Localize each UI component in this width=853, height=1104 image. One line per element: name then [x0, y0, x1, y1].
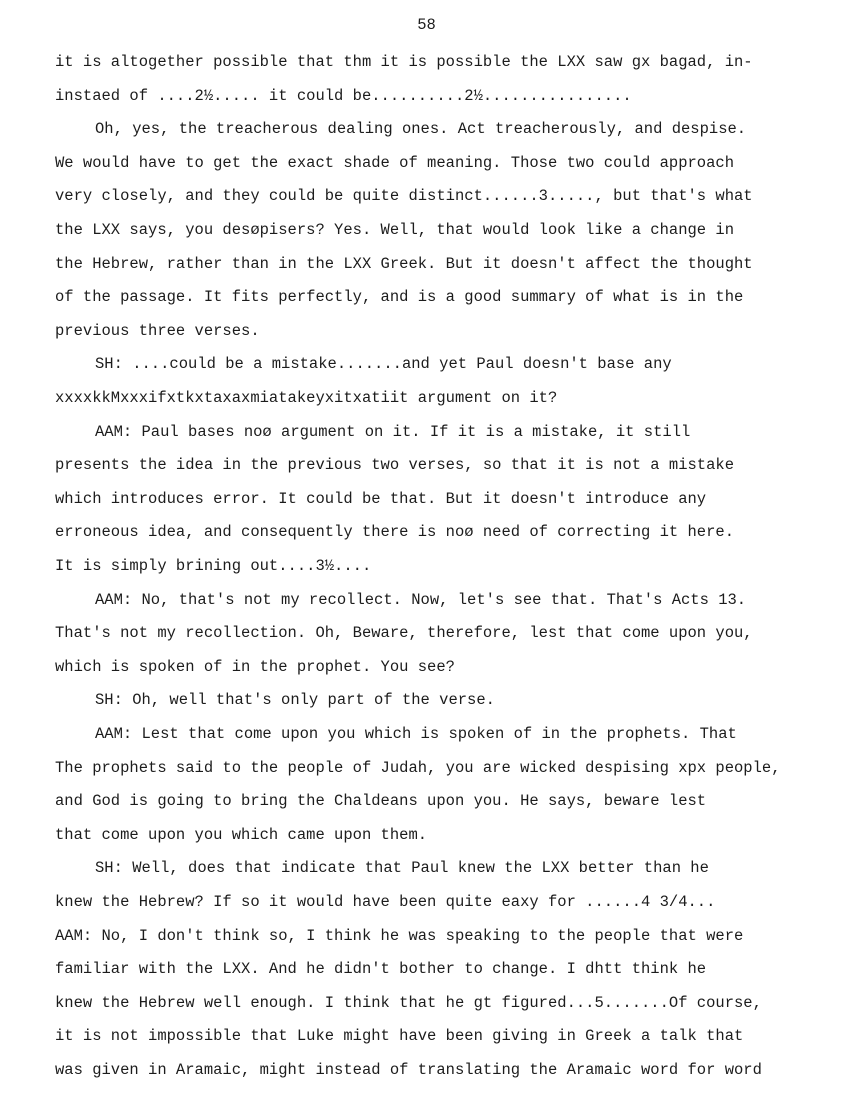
- text-line: It is simply brining out....3½....: [55, 557, 372, 575]
- text-line: previous three verses.: [55, 321, 260, 340]
- text-line: Oh, yes, the treacherous dealing ones. Act treacherously, and despise.: [95, 120, 747, 139]
- text-line: xxxxkkMxxxifxtkxtaxaxmiatakeyxitxatiit argument on it?: [55, 389, 558, 407]
- text-line: very closely, and they could be quite distinct......3....., but that's what: [55, 187, 753, 206]
- text-line: erroneous idea, and consequently there is noø need of correcting it here.: [55, 523, 735, 542]
- text-line: that come upon you which came upon them.: [55, 825, 428, 844]
- text-line: it is altogether possible that thm it is possible the LXX saw gx bagad, in-: [55, 53, 753, 71]
- text-line: AAM: Paul bases noø argument on it. If it is a mistake, it still: [95, 422, 691, 441]
- text-line: SH: ....could be a mistake.......and yet Paul doesn't base any: [95, 355, 672, 374]
- text-line: the Hebrew, rather than in the LXX Greek. But it doesn't affect the thought: [55, 254, 753, 273]
- text-line: which is spoken of in the prophet. You see?: [55, 657, 455, 676]
- text-line: We would have to get the exact shade of meaning. Those two could approach: [55, 153, 735, 172]
- text-line: knew the Hebrew well enough. I think that he gt figured...5.......Of course,: [55, 993, 762, 1012]
- text-line: the LXX says, you desøpisers? Yes. Well, that would look like a change in: [55, 221, 735, 239]
- text-line: The prophets said to the people of Judah, you are wicked despising xpx people,: [55, 758, 781, 777]
- text-line: That's not my recollection. Oh, Beware, therefore, lest that come upon you,: [55, 624, 753, 643]
- text-line: presents the idea in the previous two verses, so that it is not a mistake: [55, 456, 735, 475]
- text-line: knew the Hebrew? If so it would have been quite eaxy for ......4 3/4...: [55, 893, 716, 911]
- text-line: which introduces error. It could be that. But it doesn't introduce any: [55, 489, 707, 508]
- text-line: instaed of ....2½..... it could be..........2½................: [55, 86, 632, 105]
- text-line: AAM: No, I don't think so, I think he was speaking to the people that were: [55, 926, 744, 945]
- text-line: SH: Oh, well that's only part of the verse.: [95, 691, 495, 710]
- text-line: SH: Well, does that indicate that Paul knew the LXX better than he: [95, 859, 709, 878]
- text-line: AAM: No, that's not my recollect. Now, let's see that. That's Acts 13.: [95, 590, 747, 609]
- text-line: AAM: Lest that come upon you which is spoken of in the prophets. That: [95, 725, 737, 743]
- text-line: familiar with the LXX. And he didn't bother to change. I dhtt think he: [55, 960, 707, 979]
- text-line: was given in Aramaic, might instead of translating the Aramaic word for word: [55, 1061, 762, 1079]
- text-line: it is not impossible that Luke might have been giving in Greek a talk that: [55, 1027, 744, 1046]
- text-line: and God is going to bring the Chaldeans upon you. He says, beware lest: [55, 792, 707, 811]
- text-line: of the passage. It fits perfectly, and is a good summary of what is in the: [55, 288, 744, 307]
- page-number: 58: [417, 16, 436, 34]
